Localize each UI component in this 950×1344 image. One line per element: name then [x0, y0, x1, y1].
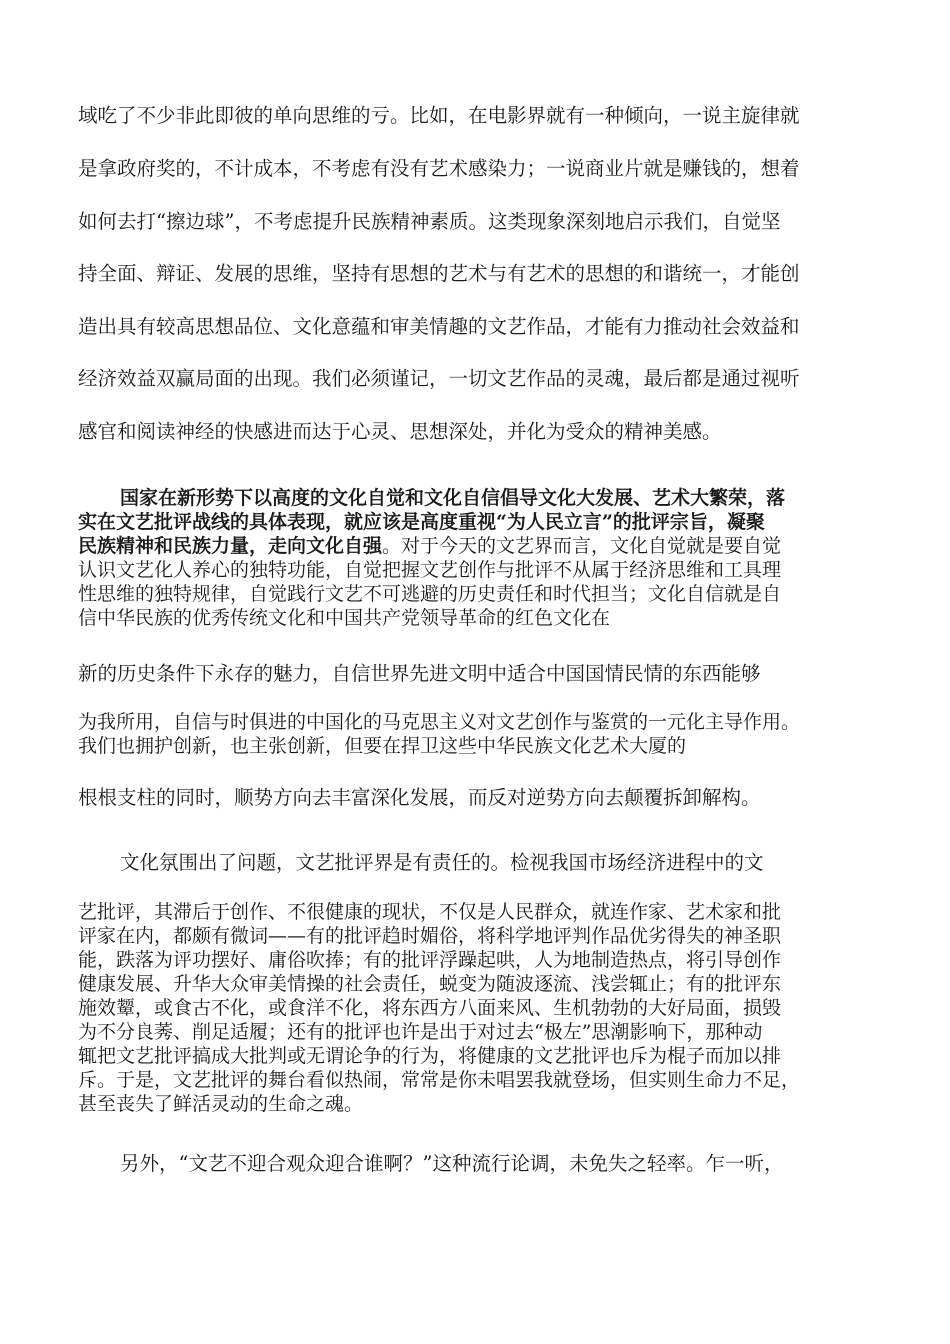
para3-line-1: 文化氛围出了问题，文艺批评界是有责任的。检视我国市场经济进程中的文: [120, 851, 764, 874]
para2-line-1: [78, 486, 878, 510]
para2-bold-1: 国家在新形势下以高度的文化自觉和文化自信倡导文化大发展、艺术大繁荣，落: [120, 487, 786, 509]
para3-dense-line-3: 能，跌落为评功摆好、庸俗吹捧；有的批评浮躁起哄，人为地制造热点，将引导创作: [78, 949, 782, 971]
para3-dense-line-1: 艺批评，其滞后于创作、不很健康的现状，不仅是人民群众，就连作家、艺术家和批: [78, 901, 782, 923]
para2-line-9: 我们也拥护创新，也主张创新，但要在捍卫这些中华民族文化艺术大厦的: [78, 735, 687, 757]
para4-line-1: 另外，“文艺不迎合观众迎合谁啊？”这种流行论调，未免失之轻率。乍一听，: [120, 1152, 784, 1175]
para1-line-5: 造出具有较高思想品位、文化意蕴和审美情趣的文艺作品，才能有力推动社会效益和: [78, 315, 800, 338]
para1-line-2: 是拿政府奖的，不计成本，不考虑有没有艺术感染力；一说商业片就是赚钱的，想着: [78, 157, 800, 180]
para1-line-3: 如何去打“擦边球”，不考虑提升民族精神素质。这类现象深刻地启示我们，自觉坚: [78, 210, 781, 233]
para2-line-6: 信中华民族的优秀传统文化和中国共产党领导革命的红色文化在: [78, 607, 611, 629]
para3-dense-line-9: 甚至丧失了鲜活灵动的生命之魂。: [78, 1093, 364, 1115]
para2-bold-2: 实在文艺批评战线的具体表现，就应该是高度重视“为人民立言”的批评宗旨，凝聚: [78, 511, 765, 533]
para2-block-2: [78, 710, 878, 758]
para1-line-6: 经济效益双赢局面的出现。我们必须谨记，一切文艺作品的灵魂，最后都是通过视听: [78, 367, 800, 390]
para2-line-7: 新的历史条件下永存的魅力，自信世界先进文明中适合中国国情民情的东西能够: [78, 662, 761, 685]
para2-line-5: 性思维的独特规律，自觉践行文艺不可逃避的历史责任和时代担当；文化自信就是自: [78, 583, 782, 605]
para2-block: [78, 486, 878, 630]
para2-rest-3: 。对于今天的文艺界而言，文化自觉就是要自觉: [382, 535, 782, 557]
para3-dense-line-8: 斥。于是，文艺批评的舞台看似热闹，常常是你未唱罢我就登场，但实则生命力不足，: [78, 1069, 801, 1091]
para2-line-8: 为我所用，自信与时俱进的中国化的马克思主义对文艺创作与鉴赏的一元化主导作用。: [78, 711, 801, 733]
para3-dense-line-5: 施效颦，或食古不化，或食洋不化，将东西方八面来风、生机勃勃的大好局面，损毁: [78, 997, 782, 1019]
para2-line-4: 认识文艺化人养心的独特功能，自觉把握文艺创作与批评不从属于经济思维和工具理: [78, 559, 782, 581]
para2-line-3: [78, 534, 878, 558]
para1-line-7: 感官和阅读神经的快感进而达于心灵、思想深处，并化为受众的精神美感。: [78, 420, 722, 443]
para2-line-10: 根根支柱的同时，顺势方向去丰富深化发展，而反对逆势方向去颠覆拆卸解构。: [78, 786, 761, 809]
para3-dense-line-6: 为不分良莠、削足适履；还有的批评也许是出于对过去“极左”思潮影响下，那种动: [78, 1021, 763, 1043]
para1-line-4: 持全面、辩证、发展的思维，坚持有思想的艺术与有艺术的思想的和谐统一，才能创: [78, 262, 800, 285]
para3-dense-line-7: 辄把文艺批评搞成大批判或无谓论争的行为，将健康的文艺批评也斥为棍子而加以排: [78, 1045, 782, 1067]
para3-dense-line-2: 评家在内，都颇有微词——有的批评趋时媚俗，将科学地评判作品优劣得失的神圣职: [78, 925, 782, 947]
para1-line-1: 域吃了不少非此即彼的单向思维的亏。比如，在电影界就有一种倾向，一说主旋律就: [78, 104, 800, 127]
para2-line-2: [78, 510, 878, 534]
para2-bold-3: 民族精神和民族力量，走向文化自强: [78, 535, 383, 557]
para3-dense-line-4: 健康发展、升华大众审美情操的社会责任，蜕变为随波逐流、浅尝辄止；有的批评东: [78, 973, 782, 995]
para3-block: [78, 900, 878, 1116]
